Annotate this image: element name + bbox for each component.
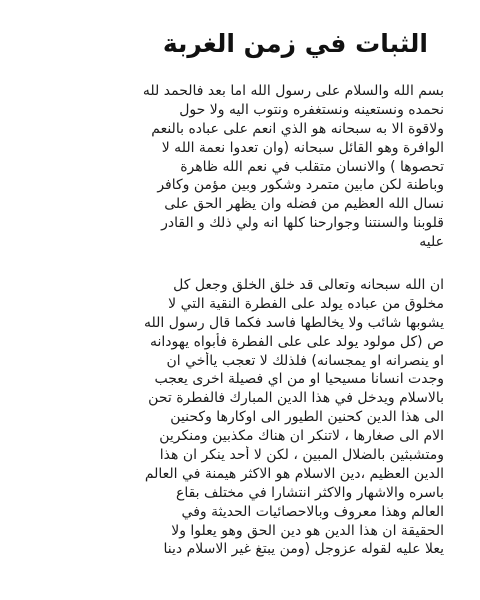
text-line: باسره والاشهار والاكثر انتشارا في مختلف بقاع (175, 484, 444, 501)
text-line: تحصوها ) والانسان متقلب في نعم الله ظاهرة (180, 158, 444, 175)
text-line: ولاقوة الا به سبحانه هو الذي انعم على عباده بالنعم (151, 120, 444, 137)
text-line: عليه (419, 234, 444, 251)
text-line: قلوبنا والسنتنا وجوارحنا كلها انه ولي ذلك و القادر (161, 215, 444, 232)
text-line: الحقيقة ان هذا الدين هو دين الحق وهو يعلوا ولا (171, 522, 444, 539)
text-line: يشوبها شائب ولا يخالطها فاسد فكما قال رسول الله (143, 314, 444, 331)
document-title: الثبات في زمن الغربة (162, 29, 428, 58)
text-line: وباطنة لكن مابين متمرد وشكور وبين مؤمن وكافر (157, 177, 444, 194)
text-line: وجدت انسانا مسيحيا او من اي فصيلة اخرى يعجب (154, 371, 444, 388)
text-line: بسم الله والسلام على رسول الله اما بعد فالحمد لله (142, 83, 444, 99)
document-body (24, 82, 444, 583)
paragraph-main (24, 276, 444, 559)
text-line: الوافرة وهو القائل سبحانه (وان تعدوا نعمة الله لا (161, 139, 444, 156)
text-line: ص (كل مولود يولد على على الفطرة فأبواه يهودانه (150, 333, 444, 350)
text-line: ان الله سبحانه وتعالى قد خلق الخلق وجعل كل (173, 277, 444, 294)
text-line: مخلوق من عباده يولد على الفطرة النقية التي لا (168, 295, 444, 312)
text-line: يعلا عليه لقوله عزوجل (ومن يبتغ غير الاسلام دينا (163, 541, 444, 558)
text-line: نسال الله العظيم من فضله وان يظهر الحق على (164, 196, 444, 213)
text-line: الام الى صغارها ، لاتنكر ان هناك مكذبين ومنكرين (159, 428, 444, 445)
text-line: بالاسلام ويدخل في هذا الدين المبارك فالفطرة تحن (148, 390, 444, 407)
paragraph-intro (24, 82, 444, 252)
text-line: نحمده ونستعينه ونستغفره ونتوب اليه ولا حول (179, 101, 444, 118)
text-line: الى هذا الدين كحنين الطيور الى اوكارها وكحنين (170, 409, 444, 426)
text-line: العالم وهذا معروف وبالاحصائيات الحديثة وفي (181, 503, 444, 520)
text-line: ومتشبثين بالضلال المبين ، لكن لا أحد ينكر ان هذا (159, 447, 444, 464)
text-line: او ينصرانه او يمجسانه) فلذلك لا تعجب ياأخي ان (166, 352, 444, 369)
text-line: الدين العظيم ،دين الاسلام هو الاكثر هيمنة في العالم (144, 465, 444, 482)
